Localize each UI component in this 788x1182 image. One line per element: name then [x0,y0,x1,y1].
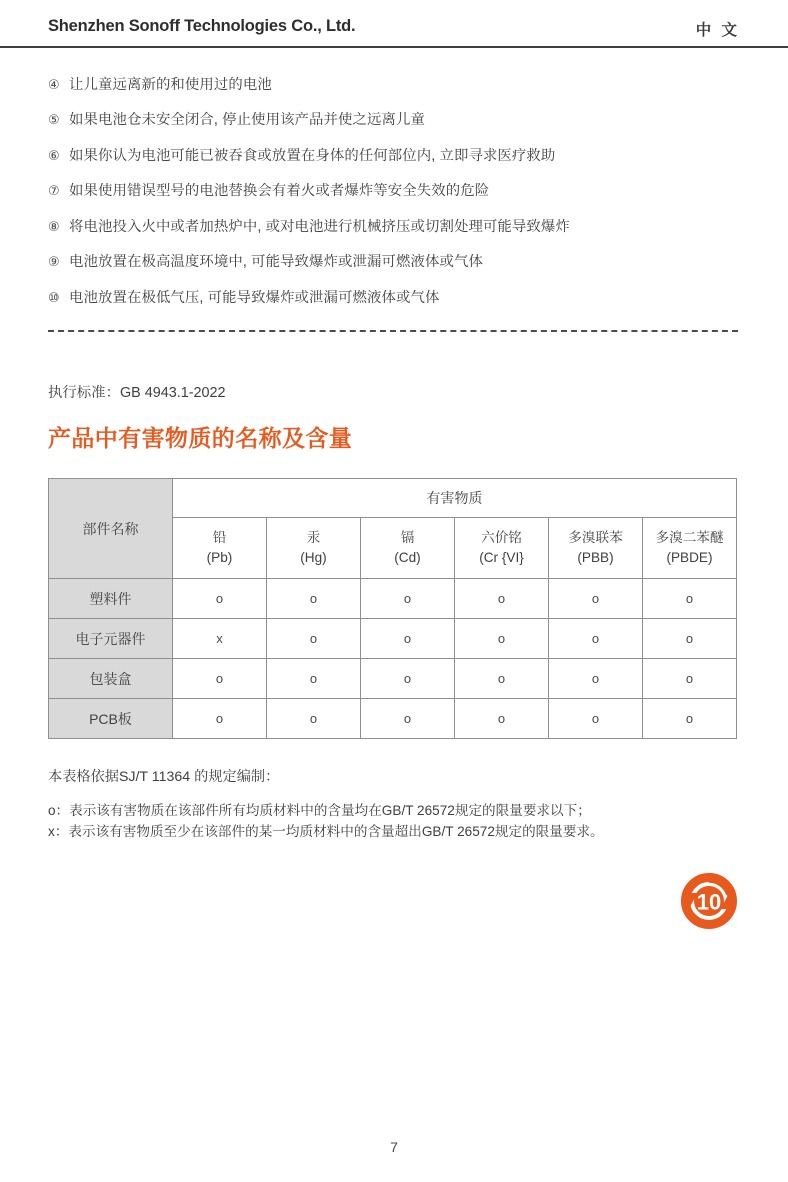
substance-name-cn: 六价铭 [481,530,522,546]
epup-recycle-icon [679,871,739,931]
list-item-number: ⑩ [48,289,60,305]
page-title: 产品中有害物质的名称及含量 [48,425,353,451]
table-row [49,659,737,699]
footnote-legend-x: x：表示该有害物质至少在该部件的某一均质材料中的含量超出GB/T 26572规定的限量要求。 [48,824,604,840]
epup-years-label: 10 [696,889,722,915]
table-body [49,579,737,739]
list-item [48,76,748,95]
cell-value: o [173,579,267,619]
cell-value: o [643,699,737,739]
list-item-label: 将电池投入火中或者加热炉中, 或对电池进行机械挤压或切割处理可能导致爆炸 [69,218,570,235]
column-header-hexavalent-chromium [455,518,549,579]
cell-value: o [455,699,549,739]
list-item [48,253,748,272]
list-item-number: ⑨ [48,254,60,270]
cell-value: o [267,659,361,699]
cell-value: o [361,659,455,699]
cell-value: o [549,579,643,619]
substance-symbol: (Cr {VI} [479,550,524,565]
cell-value: o [361,699,455,739]
list-item-number: ⑤ [48,112,60,128]
cell-value: o [549,619,643,659]
list-item [48,182,748,201]
footnote-legend-o: o：表示该有害物质在该部件所有均质材料中的含量均在GB/T 26572规定的限量要求以下； [48,803,591,818]
column-header-part-name: 部件名称 [49,479,173,579]
column-header-group: 有害物质 [173,479,737,518]
table-row [49,579,737,619]
list-item [48,218,748,237]
hazardous-substances-table [48,478,737,739]
table-head [49,479,737,579]
substance-symbol: (PBB) [577,550,614,565]
battery-safety-notice-list [48,76,748,324]
table-row [49,619,737,659]
substance-symbol: (PBDE) [666,550,713,565]
cell-value: o [455,579,549,619]
table-row [49,699,737,739]
list-item-number: ④ [48,77,60,92]
list-item-number: ⑥ [48,147,60,163]
cell-value: o [361,579,455,619]
substance-name-cn: 多溴联苯 [568,530,623,546]
column-header-pbb [549,518,643,579]
row-label: 塑料件 [49,579,173,619]
list-item-label: 电池放置在极低气压, 可能导致爆炸或泄漏可燃液体或气体 [69,289,440,306]
footnote-title: 本表格依据SJ/T 11364 的规定编制： [48,769,280,785]
table-header-row-group [49,479,737,518]
cell-value: o [549,659,643,699]
list-item [48,111,748,130]
cell-value: o [361,619,455,659]
cell-value: o [267,579,361,619]
list-item-label: 让儿童远离新的和使用过的电池 [69,77,272,93]
row-label: 电子元器件 [49,619,173,659]
list-item-label: 如果你认为电池可能已被吞食或放置在身体的任何部位内, 立即寻求医疗救助 [69,147,556,164]
cell-value: o [173,659,267,699]
cell-value: o [643,659,737,699]
cell-value: o [455,659,549,699]
row-label: PCB板 [49,699,173,739]
substance-name-cn: 镉 [400,530,415,546]
table-footnotes [48,766,748,842]
cell-value: o [173,699,267,739]
company-name: Shenzhen Sonoff Technologies Co., Ltd. [48,17,356,35]
execution-standard: 执行标准：GB 4943.1-2022 [48,385,226,401]
substance-name-cn: 多溴二苯醚 [655,530,724,546]
cell-value: o [643,579,737,619]
list-item-label: 电池放置在极高温度环境中, 可能导致爆炸或泄漏可燃液体或气体 [69,254,483,271]
column-header-cadmium [361,518,455,579]
substance-symbol: (Hg) [300,550,327,565]
cell-value: o [549,699,643,739]
substance-symbol: (Pb) [206,550,233,565]
list-item-label: 如果电池仓未安全闭合, 停止使用该产品并使之远离儿童 [69,112,425,129]
list-item [48,289,748,308]
column-header-mercury [267,518,361,579]
cell-value: o [455,619,549,659]
row-label: 包装盒 [49,659,173,699]
page-number: 7 [390,1139,398,1155]
substance-name-cn: 铅 [212,530,227,546]
cell-value: o [643,619,737,659]
substance-symbol: (Cd) [394,550,421,565]
dashed-divider [48,330,738,332]
cell-value: o [267,699,361,739]
column-header-lead [173,518,267,579]
list-item [48,147,748,166]
language-label: 中 文 [695,22,740,39]
column-header-pbde [643,518,737,579]
cell-value: x [173,619,267,659]
list-item-number: ⑧ [48,218,60,234]
cell-value: o [267,619,361,659]
list-item-label: 如果使用错误型号的电池替换会有着火或者爆炸等安全失效的危险 [69,183,490,200]
list-item-number: ⑦ [48,183,60,199]
substance-name-cn: 汞 [306,530,321,546]
